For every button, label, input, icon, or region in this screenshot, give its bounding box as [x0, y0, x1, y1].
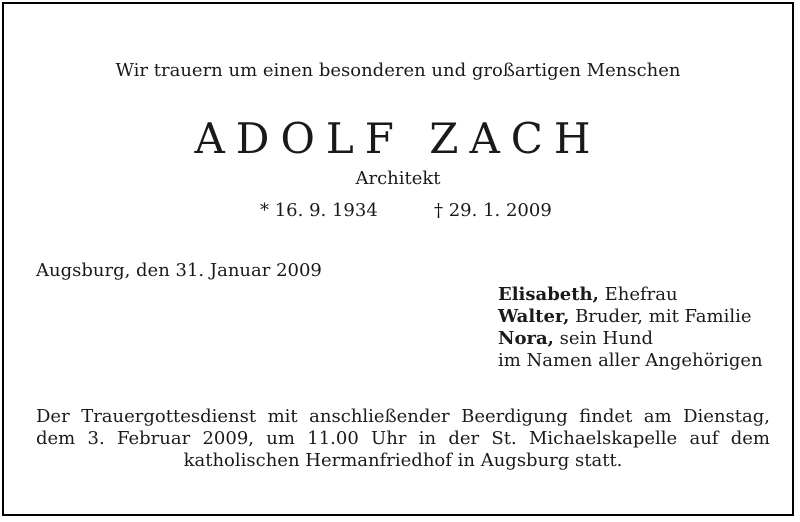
- deceased-name: ADOLF ZACH: [194, 114, 602, 163]
- place-and-date: Augsburg, den 31. Januar 2009: [36, 260, 322, 281]
- mourners-list: [498, 284, 763, 372]
- profession: Architekt: [355, 168, 441, 189]
- intro-line: Wir trauern um einen besonderen und großartigen Menschen: [115, 60, 681, 81]
- mourner-line: [498, 306, 763, 328]
- mourner-line: [498, 328, 763, 350]
- mourner-name: Nora,: [498, 328, 554, 349]
- mourner-relation: im Namen aller Angehörigen: [498, 350, 763, 371]
- mourner-line: [498, 350, 763, 372]
- mourner-relation: Ehefrau: [598, 284, 678, 305]
- birth-date: * 16. 9. 1934: [260, 200, 378, 221]
- mourner-name: Elisabeth,: [498, 284, 599, 305]
- service-announcement: Der Trauergottesdienst mit anschließender Beerdigung findet am Dienstag, dem 3. Februar 2009, um 11.00 Uhr in der St. Michaelskapelle auf dem katholischen Hermanfriedhof in Augsburg statt.: [36, 406, 770, 471]
- death-date: † 29. 1. 2009: [434, 200, 552, 221]
- mourner-relation: Bruder, mit Familie: [569, 306, 752, 327]
- mourner-line: [498, 284, 763, 306]
- mourner-name: Walter,: [498, 306, 570, 327]
- mourner-relation: sein Hund: [553, 328, 653, 349]
- obituary-notice: [2, 2, 794, 516]
